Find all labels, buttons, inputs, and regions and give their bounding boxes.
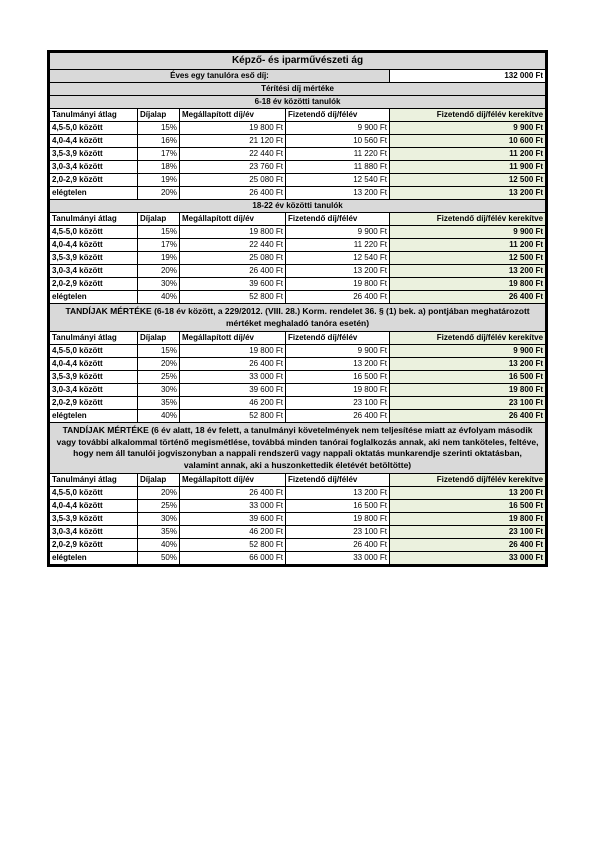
fee-table-body [50, 53, 546, 565]
column-header: Fizetendő díj/félév [286, 332, 390, 345]
column-header: Megállapított díj/év [180, 474, 286, 487]
rounded-fee-cell: 19 800 Ft [390, 513, 546, 526]
average-cell: 2,0-2,9 között [50, 539, 138, 552]
annual-fee-label: Éves egy tanulóra eső díj: [50, 70, 390, 83]
annual-fee-cell: 22 440 Ft [180, 239, 286, 252]
rounded-fee-cell: 11 200 Ft [390, 148, 546, 161]
rounded-fee-cell: 12 500 Ft [390, 174, 546, 187]
fee-base-cell: 30% [138, 513, 180, 526]
annual-fee-cell: 52 800 Ft [180, 291, 286, 304]
group-subtitle: 6-18 év közötti tanulók [50, 96, 546, 109]
group-subtitle: 18-22 év közötti tanulók [50, 200, 546, 213]
annual-fee-cell: 52 800 Ft [180, 410, 286, 423]
table-row [50, 122, 546, 135]
average-cell: 4,5-5,0 között [50, 487, 138, 500]
fee-base-cell: 16% [138, 135, 180, 148]
column-header: Díjalap [138, 213, 180, 226]
table-row [50, 135, 546, 148]
average-cell: elégtelen [50, 552, 138, 565]
average-cell: 4,5-5,0 között [50, 226, 138, 239]
table-row [50, 265, 546, 278]
average-cell: elégtelen [50, 410, 138, 423]
fee-base-cell: 17% [138, 239, 180, 252]
semester-fee-cell: 12 540 Ft [286, 174, 390, 187]
annual-fee-cell: 19 800 Ft [180, 345, 286, 358]
group-subtitle-row [50, 96, 546, 109]
table-row [50, 539, 546, 552]
fee-base-cell: 35% [138, 397, 180, 410]
rounded-fee-cell: 11 200 Ft [390, 239, 546, 252]
page-title: Képző- és iparművészeti ág [50, 53, 546, 70]
annual-fee-cell: 66 000 Ft [180, 552, 286, 565]
average-cell: 4,0-4,4 között [50, 500, 138, 513]
column-header-row [50, 213, 546, 226]
semester-fee-cell: 11 220 Ft [286, 148, 390, 161]
rounded-fee-cell: 19 800 Ft [390, 278, 546, 291]
table-row [50, 291, 546, 304]
average-cell: 3,5-3,9 között [50, 252, 138, 265]
rounded-fee-cell: 9 900 Ft [390, 345, 546, 358]
column-header: Fizetendő díj/félév kerekítve [390, 474, 546, 487]
annual-fee-cell: 26 400 Ft [180, 487, 286, 500]
annual-fee-cell: 39 600 Ft [180, 384, 286, 397]
average-cell: 3,5-3,9 között [50, 371, 138, 384]
semester-fee-cell: 19 800 Ft [286, 513, 390, 526]
table-row [50, 384, 546, 397]
fee-base-cell: 15% [138, 345, 180, 358]
average-cell: 4,5-5,0 között [50, 122, 138, 135]
table-row [50, 526, 546, 539]
column-header: Tanulmányi átlag [50, 213, 138, 226]
average-cell: 2,0-2,9 között [50, 174, 138, 187]
table-row [50, 552, 546, 565]
rounded-fee-cell: 9 900 Ft [390, 122, 546, 135]
column-header: Tanulmányi átlag [50, 332, 138, 345]
semester-fee-cell: 26 400 Ft [286, 291, 390, 304]
column-header: Megállapított díj/év [180, 213, 286, 226]
rounded-fee-cell: 12 500 Ft [390, 252, 546, 265]
fee-base-cell: 30% [138, 384, 180, 397]
rounded-fee-cell: 16 500 Ft [390, 371, 546, 384]
column-header: Fizetendő díj/félév kerekítve [390, 213, 546, 226]
average-cell: 2,0-2,9 között [50, 397, 138, 410]
rounded-fee-cell: 23 100 Ft [390, 397, 546, 410]
annual-fee-cell: 25 080 Ft [180, 174, 286, 187]
rounded-fee-cell: 19 800 Ft [390, 384, 546, 397]
rounded-fee-cell: 26 400 Ft [390, 410, 546, 423]
semester-fee-cell: 10 560 Ft [286, 135, 390, 148]
fee-sheet [49, 52, 545, 565]
fee-base-cell: 20% [138, 487, 180, 500]
annual-fee-cell: 19 800 Ft [180, 122, 286, 135]
annual-fee-cell: 39 600 Ft [180, 278, 286, 291]
annual-fee-cell: 26 400 Ft [180, 265, 286, 278]
fee-base-cell: 15% [138, 122, 180, 135]
column-header: Díjalap [138, 332, 180, 345]
average-cell: 4,0-4,4 között [50, 135, 138, 148]
fee-base-cell: 25% [138, 371, 180, 384]
rounded-fee-cell: 26 400 Ft [390, 539, 546, 552]
fee-base-cell: 20% [138, 265, 180, 278]
semester-fee-cell: 13 200 Ft [286, 487, 390, 500]
group-subtitle-row [50, 200, 546, 213]
annual-fee-cell: 26 400 Ft [180, 187, 286, 200]
fee-base-cell: 19% [138, 252, 180, 265]
average-cell: elégtelen [50, 291, 138, 304]
column-header: Fizetendő díj/félév kerekítve [390, 109, 546, 122]
table-row [50, 500, 546, 513]
fee-base-cell: 20% [138, 187, 180, 200]
fee-base-cell: 40% [138, 410, 180, 423]
average-cell: 3,0-3,4 között [50, 526, 138, 539]
fee-base-cell: 30% [138, 278, 180, 291]
table-row [50, 174, 546, 187]
fee-base-cell: 19% [138, 174, 180, 187]
semester-fee-cell: 19 800 Ft [286, 278, 390, 291]
column-header: Fizetendő díj/félév [286, 213, 390, 226]
table-row [50, 278, 546, 291]
rounded-fee-cell: 10 600 Ft [390, 135, 546, 148]
section3-title: TANDÍJAK MÉRTÉKE (6 év alatt, 18 év felett, a tanulmányi követelmények nem teljesítése miatt az évfolyam második vagy további alkalommal történő megismétlése, továbbá minden tanórai foglalkozás annak, aki nem tanköteles, feltéve, hogy nem áll tanulói jogviszonyban a nappali rendszerű vagy nappali oktatás munkarendje szerinti oktatásban, valamint annak, aki a huszonkettedik életévét betöltötte) [50, 423, 546, 474]
column-header-row [50, 332, 546, 345]
column-header: Megállapított díj/év [180, 109, 286, 122]
annual-fee-cell: 26 400 Ft [180, 358, 286, 371]
annual-fee-cell: 25 080 Ft [180, 252, 286, 265]
average-cell: 3,0-3,4 között [50, 384, 138, 397]
fee-base-cell: 35% [138, 526, 180, 539]
fee-base-cell: 25% [138, 500, 180, 513]
semester-fee-cell: 13 200 Ft [286, 358, 390, 371]
average-cell: 4,0-4,4 között [50, 358, 138, 371]
section1-title: Térítési díj mértéke [50, 83, 546, 96]
annual-fee-cell: 33 000 Ft [180, 371, 286, 384]
semester-fee-cell: 23 100 Ft [286, 526, 390, 539]
annual-fee-cell: 46 200 Ft [180, 526, 286, 539]
semester-fee-cell: 16 500 Ft [286, 371, 390, 384]
column-header: Díjalap [138, 109, 180, 122]
annual-fee-value: 132 000 Ft [390, 70, 546, 83]
rounded-fee-cell: 33 000 Ft [390, 552, 546, 565]
annual-fee-cell: 19 800 Ft [180, 226, 286, 239]
rounded-fee-cell: 11 900 Ft [390, 161, 546, 174]
semester-fee-cell: 16 500 Ft [286, 500, 390, 513]
semester-fee-cell: 19 800 Ft [286, 384, 390, 397]
average-cell: 3,5-3,9 között [50, 513, 138, 526]
semester-fee-cell: 13 200 Ft [286, 265, 390, 278]
section2-title: TANDÍJAK MÉRTÉKE (6-18 év között, a 229/2012. (VIII. 28.) Korm. rendelet 36. § (1) bek. a) pontjában meghatározott mértéket meghaladó tanóra esetén) [50, 304, 546, 332]
column-header: Tanulmányi átlag [50, 474, 138, 487]
semester-fee-cell: 11 220 Ft [286, 239, 390, 252]
semester-fee-cell: 23 100 Ft [286, 397, 390, 410]
annual-fee-cell: 22 440 Ft [180, 148, 286, 161]
fee-base-cell: 40% [138, 539, 180, 552]
annual-fee-cell: 23 760 Ft [180, 161, 286, 174]
table-row [50, 252, 546, 265]
rounded-fee-cell: 16 500 Ft [390, 500, 546, 513]
average-cell: 3,0-3,4 között [50, 265, 138, 278]
section2-title-row [50, 304, 546, 332]
fee-base-cell: 17% [138, 148, 180, 161]
table-row [50, 148, 546, 161]
table-row [50, 358, 546, 371]
annual-fee-cell: 46 200 Ft [180, 397, 286, 410]
table-row [50, 487, 546, 500]
table-row [50, 187, 546, 200]
rounded-fee-cell: 13 200 Ft [390, 187, 546, 200]
average-cell: elégtelen [50, 187, 138, 200]
column-header: Díjalap [138, 474, 180, 487]
table-row [50, 239, 546, 252]
semester-fee-cell: 9 900 Ft [286, 345, 390, 358]
rounded-fee-cell: 13 200 Ft [390, 265, 546, 278]
fee-base-cell: 50% [138, 552, 180, 565]
fee-base-cell: 18% [138, 161, 180, 174]
table-row [50, 513, 546, 526]
fee-base-cell: 40% [138, 291, 180, 304]
fee-base-cell: 15% [138, 226, 180, 239]
column-header: Fizetendő díj/félév [286, 109, 390, 122]
column-header-row [50, 474, 546, 487]
column-header: Fizetendő díj/félév kerekítve [390, 332, 546, 345]
table-row [50, 226, 546, 239]
semester-fee-cell: 9 900 Ft [286, 122, 390, 135]
table-row [50, 161, 546, 174]
rounded-fee-cell: 13 200 Ft [390, 358, 546, 371]
annual-fee-cell: 21 120 Ft [180, 135, 286, 148]
semester-fee-cell: 11 880 Ft [286, 161, 390, 174]
average-cell: 4,0-4,4 között [50, 239, 138, 252]
fee-table [49, 52, 546, 565]
rounded-fee-cell: 23 100 Ft [390, 526, 546, 539]
semester-fee-cell: 9 900 Ft [286, 226, 390, 239]
semester-fee-cell: 26 400 Ft [286, 539, 390, 552]
table-row [50, 345, 546, 358]
annual-fee-cell: 52 800 Ft [180, 539, 286, 552]
average-cell: 2,0-2,9 között [50, 278, 138, 291]
column-header: Tanulmányi átlag [50, 109, 138, 122]
column-header-row [50, 109, 546, 122]
annual-fee-cell: 39 600 Ft [180, 513, 286, 526]
semester-fee-cell: 33 000 Ft [286, 552, 390, 565]
semester-fee-cell: 12 540 Ft [286, 252, 390, 265]
column-header: Megállapított díj/év [180, 332, 286, 345]
table-row [50, 371, 546, 384]
table-row [50, 397, 546, 410]
annual-fee-cell: 33 000 Ft [180, 500, 286, 513]
semester-fee-cell: 13 200 Ft [286, 187, 390, 200]
section3-title-row [50, 423, 546, 474]
semester-fee-cell: 26 400 Ft [286, 410, 390, 423]
rounded-fee-cell: 13 200 Ft [390, 487, 546, 500]
table-row [50, 410, 546, 423]
column-header: Fizetendő díj/félév [286, 474, 390, 487]
rounded-fee-cell: 9 900 Ft [390, 226, 546, 239]
average-cell: 3,5-3,9 között [50, 148, 138, 161]
fee-base-cell: 20% [138, 358, 180, 371]
average-cell: 4,5-5,0 között [50, 345, 138, 358]
rounded-fee-cell: 26 400 Ft [390, 291, 546, 304]
average-cell: 3,0-3,4 között [50, 161, 138, 174]
